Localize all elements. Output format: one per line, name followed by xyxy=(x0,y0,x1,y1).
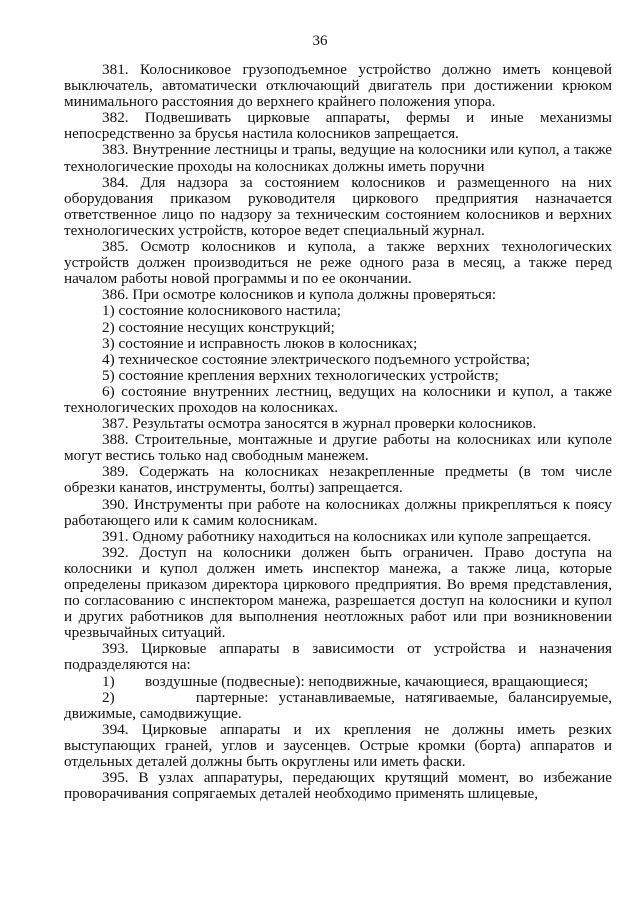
paragraph-381: 381. Колосниковое грузоподъемное устройство должно иметь концевой выключатель, автоматически отключающий двигатель при достижении крюком минимального расстояния до верхнего крайнего положения упора. xyxy=(64,61,612,111)
paragraph-382: 382. Подвешивать цирковые аппараты, фермы и иные механизмы непосредственно за брусья настила колосников запрещается. xyxy=(64,109,612,143)
paragraph-395: 395. В узлах аппаратуры, передающих крутящий момент, во избежание проворачивания сопрягаемых деталей необходимо применять шлицевые, xyxy=(64,769,612,803)
paragraph-387: 387. Результаты осмотра заносятся в журнал проверки колосников. xyxy=(102,415,537,433)
paragraph-384: 384. Для надзора за состоянием колосников и размещенного на них оборудования приказом руководителя циркового предприятия назначается ответственное лицо по надзору за техническим состоянием колосников и верхних технологических устройств, которое ведет специальный журнал. xyxy=(64,173,612,239)
list-item: 1) состояние колосникового настила; xyxy=(102,302,341,320)
paragraph-388: 388. Строительные, монтажные и другие работы на колосниках или куполе могут вестись только над свободным манежем. xyxy=(64,431,612,465)
paragraph-391: 391. Одному работнику находиться на колосниках или куполе запрещается. xyxy=(102,527,592,545)
paragraph-393: 393. Цирковые аппараты в зависимости от устройства и назначения подразделяются на: xyxy=(64,640,612,674)
list-item: 6) состояние внутренних лестниц, ведущих на колосники и купол, а также технологических проходов на колосниках. xyxy=(64,382,612,416)
paragraph-386: 386. При осмотре колосников и купола должны проверяться: xyxy=(102,286,497,304)
page-number: 36 xyxy=(312,33,328,49)
list-item: 2) состояние несущих конструкций; xyxy=(102,318,335,336)
paragraph-390: 390. Инструменты при работе на колосниках должны прикрепляться к поясу работающего или к самим колосникам. xyxy=(64,495,612,529)
paragraph-385: 385. Осмотр колосников и купола, а также верхних технологических устройств должен производиться не реже одного раза в месяц, а также перед началом работы новой программы и по ее окончании. xyxy=(64,238,612,288)
paragraph-383: 383. Внутренние лестницы и трапы, ведущие на колосники или купол, а также технологические проходы на колосниках должны иметь поручни xyxy=(64,141,612,175)
paragraph-394: 394. Цирковые аппараты и их крепления не должны иметь резких выступающих граней, углов и заусенцев. Острые кромки (борта) аппаратов и отдельных деталей должны быть округлены или иметь фаски. xyxy=(64,720,612,771)
list-item: 5) состояние крепления верхних технологических устройств; xyxy=(102,366,499,384)
paragraph-389: 389. Содержать на колосниках незакрепленные предметы (в том числе обрезки канатов, инструменты, болты) запрещается. xyxy=(64,463,612,497)
list-item: 2) партерные: устанавливаемые, натягиваемые, балансируемые, движимые, самодвижущие. xyxy=(64,688,616,722)
list-item: 1) воздушные (подвесные): неподвижные, качающиеся, вращающиеся; xyxy=(102,672,589,690)
paragraph-392: 392. Доступ на колосники должен быть ограничен. Право доступа на колосники и купол должен иметь инспектор манежа, а также лица, которые определены приказом директора циркового предприятия. Во время представления, по согласованию с инспектором манежа, разрешается доступ на колосники и купол и других работников для выполнения неотложных работ или при возникновении чрезвычайных ситуаций. xyxy=(64,543,612,642)
document-body xyxy=(64,61,616,803)
list-item: 3) состояние и исправность люков в колосниках; xyxy=(102,334,418,352)
list-item: 4) техническое состояние электрического подъемного устройства; xyxy=(102,350,531,368)
